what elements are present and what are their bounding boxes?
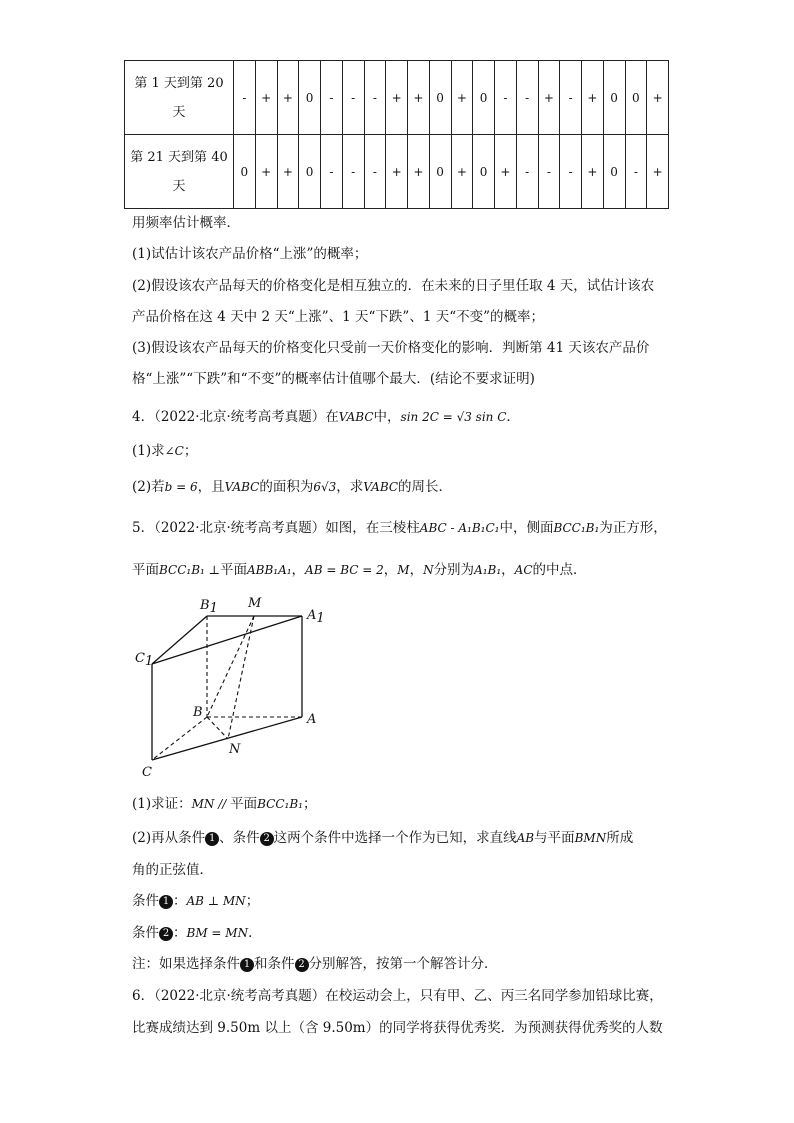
table-row	[125, 135, 669, 209]
edge-b1c1	[152, 616, 207, 664]
question-4	[132, 407, 520, 427]
math: BM = MN	[186, 926, 249, 940]
circled-number-1: 1	[159, 895, 173, 909]
text: 这两个条件中选择一个作为已知，求直线	[273, 830, 517, 846]
table-cell: 0	[429, 135, 451, 209]
table-cell: +	[386, 61, 408, 135]
math: b = 6	[164, 480, 198, 494]
table-cell: +	[582, 61, 604, 135]
circled-number-2: 2	[260, 832, 274, 846]
label-c1: C1	[135, 651, 154, 669]
text-line	[132, 307, 544, 327]
table-cell: +	[451, 135, 473, 209]
table-cell: 0	[625, 61, 647, 135]
text: 5．（2022·北京·统考高考真题）如图，在三棱柱	[132, 520, 420, 536]
text: 和条件	[254, 956, 295, 972]
table-cell: +	[255, 61, 277, 135]
label-c: C	[142, 765, 152, 780]
row-label-line2: 天	[172, 178, 186, 194]
segment-mn	[228, 616, 254, 739]
text: ：	[173, 925, 187, 941]
text-line	[132, 244, 367, 264]
text-line	[132, 1018, 663, 1038]
text: 注：如果选择条件	[132, 956, 240, 972]
math: VABC	[363, 480, 399, 494]
row-label	[125, 61, 234, 135]
table-cell: -	[342, 61, 364, 135]
math: BCC₁B₁ ⊥	[159, 563, 220, 577]
math: ∠C	[164, 444, 184, 458]
text: 角的正弦值．	[132, 862, 213, 878]
table-row	[125, 61, 669, 135]
table-cell: +	[451, 61, 473, 135]
table-cell: -	[342, 135, 364, 209]
table-cell: -	[560, 135, 582, 209]
table-cell: +	[538, 61, 560, 135]
text: 中，侧面	[499, 520, 554, 536]
table-cell: +	[277, 61, 299, 135]
text: ，	[501, 562, 515, 578]
row-label-line1: 第 21 天到第 40	[130, 149, 228, 165]
math: N	[423, 563, 434, 577]
row-label	[125, 135, 234, 209]
table-cell: -	[321, 61, 343, 135]
question-5	[132, 518, 667, 538]
table-cell: -	[364, 61, 386, 135]
label-n: N	[229, 742, 241, 757]
table-cell: -	[625, 135, 647, 209]
text: 的中点．	[532, 562, 587, 578]
price-change-table	[124, 60, 669, 209]
text: ；	[245, 893, 260, 909]
math: AB	[516, 831, 535, 845]
row-label-line2: 天	[172, 104, 186, 120]
label-b: B	[193, 705, 203, 720]
segment-mb	[207, 616, 254, 717]
note	[132, 954, 498, 974]
text: (1)求证：	[132, 796, 192, 812]
text: 用频率估计概率．	[132, 215, 240, 231]
text: 、条件	[219, 830, 260, 846]
table-cell: -	[516, 135, 538, 209]
math: BCC₁B₁	[553, 521, 600, 535]
label-b1: B1	[200, 598, 218, 616]
segment-bn	[207, 717, 228, 739]
text: 平面	[219, 562, 247, 578]
text: ，	[383, 562, 398, 578]
label-a: A	[307, 712, 317, 727]
table-cell: +	[408, 61, 430, 135]
edge-bc	[152, 717, 207, 760]
text: 中，	[373, 409, 401, 425]
text: 条件	[132, 893, 159, 909]
text: ，求	[336, 479, 364, 495]
text: 比赛成绩达到 9.50m 以上（含 9.50m）的同学将获得优秀奖．为预测获得优秀奖的人数	[132, 1020, 663, 1036]
math: BCC₁B₁	[257, 797, 303, 811]
math: BMN	[574, 831, 607, 845]
table-cell: -	[538, 135, 560, 209]
math: sin 2C = √3 sin C	[400, 410, 507, 424]
table-cell: 0	[299, 135, 321, 209]
text: ，且	[197, 479, 225, 495]
text-line	[132, 276, 654, 296]
text: 产品价格在这 4 天中 2 天“上涨”、1 天“下跌”、1 天“不变”的概率；	[132, 309, 545, 325]
text: 所成	[606, 830, 634, 846]
text: (2)若	[132, 479, 165, 495]
table-cell: -	[495, 61, 517, 135]
table-cell: +	[386, 135, 408, 209]
label-a1: A1	[307, 608, 325, 626]
text: 的面积为	[259, 479, 314, 495]
question-4-part2	[132, 477, 452, 497]
table-cell: 0	[603, 135, 625, 209]
text: 4．（2022·北京·统考高考真题）在	[132, 409, 339, 425]
text: ；	[183, 443, 198, 459]
math: A₁B₁	[474, 563, 502, 577]
condition-2	[132, 923, 262, 943]
edge-c1a1	[152, 616, 302, 664]
table-cell: +	[408, 135, 430, 209]
table-cell: -	[364, 135, 386, 209]
text: (3)假设该农产品每天的价格变化只受前一天价格变化的影响．判断第 41 天该农产品价	[132, 340, 650, 356]
circled-number-1: 1	[205, 832, 219, 846]
text: 为正方形，	[599, 520, 667, 536]
text-line	[132, 986, 663, 1006]
text-line	[132, 338, 649, 358]
text-line	[132, 213, 240, 233]
table-cell: -	[560, 61, 582, 135]
math: AB = BC = 2	[305, 563, 384, 577]
table-cell: -	[234, 61, 256, 135]
table-cell: 0	[603, 61, 625, 135]
text: 分别解答，按第一个解答计分．	[308, 956, 498, 972]
math: VABC	[224, 480, 260, 494]
math: AC	[514, 563, 533, 577]
question-5-part1	[132, 794, 316, 814]
question-4-part1	[132, 441, 197, 461]
question-5-part2	[132, 828, 633, 848]
table-cell: -	[516, 61, 538, 135]
text: 的周长．	[398, 479, 453, 495]
text: ．	[248, 925, 262, 941]
table-cell: +	[277, 135, 299, 209]
text: 格“上涨”“下跌”和“不变”的概率估计值哪个最大．(结论不要求证明)	[132, 371, 535, 387]
label-m: M	[248, 596, 262, 611]
question-5-line2	[132, 560, 587, 580]
text: 与平面	[534, 830, 575, 846]
table-cell: +	[647, 61, 669, 135]
text: (1)求	[132, 443, 165, 459]
text: 平面	[230, 796, 258, 812]
text: 分别为	[433, 562, 475, 578]
text: ，	[409, 562, 424, 578]
text: 6．（2022·北京·统考高考真题）在校运动会上，只有甲、乙、丙三名同学参加铅球比赛，	[132, 988, 663, 1004]
circled-number-2: 2	[295, 958, 309, 972]
circled-number-2: 2	[159, 927, 173, 941]
text: (2)假设该农产品每天的价格变化是相互独立的．在未来的日子里任取 4 天，试估计该农	[132, 278, 655, 294]
circled-number-1: 1	[240, 958, 254, 972]
text: (2)再从条件	[132, 830, 206, 846]
table-cell: +	[255, 135, 277, 209]
text: 平面	[132, 562, 159, 578]
math: ABC - A₁B₁C₁	[419, 521, 500, 535]
math: VABC	[338, 410, 374, 424]
text: ：	[173, 893, 187, 909]
text: 条件	[132, 925, 159, 941]
table-cell: +	[495, 135, 517, 209]
text: ；	[302, 796, 317, 812]
text: ．	[506, 409, 520, 425]
math: ABB₁A₁	[246, 563, 292, 577]
condition-1	[132, 891, 259, 911]
table-cell: 0	[234, 135, 256, 209]
text: (1)试估计该农产品价格“上涨”的概率；	[132, 246, 368, 262]
math: 6√3	[313, 480, 337, 494]
text: ，	[291, 562, 306, 578]
table-cell: 0	[429, 61, 451, 135]
row-label-line1: 第 1 天到第 20	[134, 75, 224, 91]
table-cell: 0	[473, 135, 495, 209]
prism-figure	[132, 592, 342, 782]
table-cell: 0	[299, 61, 321, 135]
table-cell: +	[647, 135, 669, 209]
math: MN //	[191, 797, 231, 811]
table-cell: 0	[473, 61, 495, 135]
math: AB ⊥ MN	[186, 894, 246, 908]
table-cell: +	[582, 135, 604, 209]
table-cell: -	[321, 135, 343, 209]
text-line	[132, 369, 535, 389]
math: M	[397, 563, 410, 577]
text-line	[132, 860, 213, 880]
